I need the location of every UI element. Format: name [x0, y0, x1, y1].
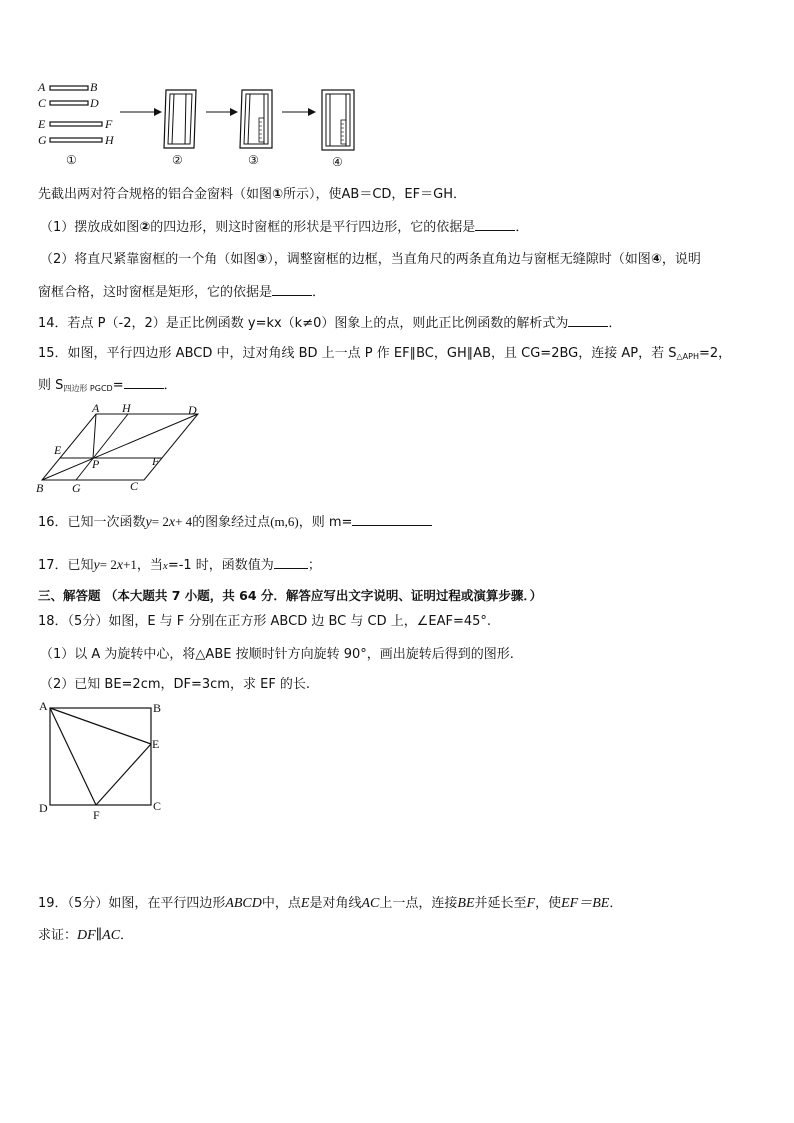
q15-label-f: F: [152, 454, 160, 468]
q16: 16．已知一次函数y= 2x+ 4的图象经过点(m,6)，则 m=: [38, 513, 432, 532]
q13-blank-1[interactable]: [475, 218, 515, 231]
q18-label-f: F: [93, 808, 100, 822]
q14: 14．若点 P（-2，2）是正比例函数 y=kx（k≠0）图象上的点，则此正比例函数的解析式为 ．: [38, 316, 622, 331]
bar-gh: [50, 138, 102, 142]
arrow-3-icon: [282, 108, 316, 116]
arrow-1-icon: [120, 108, 162, 116]
q15-label-b: B: [36, 481, 44, 495]
q15-label-a: A: [92, 401, 100, 415]
q13-part1: （1）摆放成如图②的四边形，则这时窗框的形状是平行四边形，它的依据是 ．: [40, 220, 529, 235]
label-b: B: [90, 80, 98, 94]
q15-label-p: P: [92, 457, 100, 471]
section-3-header: 三、解答题 （本大题共 7 小题，共 64 分．解答应写出文字说明、证明过程或演算步骤．）: [38, 588, 543, 603]
q15-blank[interactable]: [124, 376, 164, 389]
q15-line2: 则 $S_{四边形 PGCD}=$ ．: [38, 378, 177, 393]
label-e: E: [38, 117, 46, 131]
q15-label-d: D: [188, 403, 197, 417]
q18-label-e: E: [152, 737, 160, 751]
label-c: C: [38, 96, 47, 110]
frame-2: [164, 90, 196, 148]
q19-proof: 求证：DF∥AC．: [38, 928, 134, 943]
q13-part2: （2）将直尺紧靠窗框的一个角（如图③），调整窗框的边框，当直角尺的两条直角边与窗框无缝隙时（如图④，说明: [40, 252, 701, 267]
q13-part2-line2: 窗框合格，这时窗框是矩形，它的依据是 ．: [38, 285, 326, 300]
q18-label-a: A: [39, 699, 48, 713]
q19-line1: 19．（5分）如图，在平行四边形ABCD中，点E是对角线AC上一点，连接BE并延长至F，使EF＝BE．: [38, 896, 623, 911]
q15-label-c: C: [130, 479, 139, 493]
step-label-4: ④: [332, 155, 343, 169]
q17: 17．已知y= 2x+1，当x=-1 时，函数值为 ；: [38, 557, 321, 573]
label-g: G: [38, 133, 47, 147]
arrow-2-icon: [206, 108, 238, 116]
window-frame-figure: [34, 80, 364, 172]
q18-line1: 18．（5分）如图，E 与 F 分别在正方形 ABCD 边 BC 与 CD 上，∠EAF=45°.: [38, 614, 492, 629]
label-a: A: [38, 80, 46, 94]
q15-label-g: G: [72, 481, 81, 495]
q18-square-figure: [36, 700, 166, 822]
q17-blank[interactable]: [274, 556, 308, 569]
q14-blank[interactable]: [568, 314, 608, 327]
q18-part1: （1）以 A 为旋转中心，将△ABE 按顺时针方向旋转 90°，画出旋转后得到的图形.: [40, 647, 514, 662]
frame-3: [240, 90, 272, 148]
q15-parallelogram-figure: [34, 402, 214, 494]
q16-blank[interactable]: [352, 513, 432, 526]
bar-cd: [50, 101, 88, 105]
q18-part2: （2）已知 BE=2cm，DF=3cm，求 EF 的长.: [40, 677, 311, 692]
q15-line1: 15．如图，平行四边形 ABCD 中，过对角线 BD 上一点 P 作 EF∥BC，GH∥AB，且 CG=2BG，连接 AP，若 $S_{\triangle APH}=2$，: [38, 346, 732, 361]
q18-label-d: D: [39, 801, 48, 815]
bar-ab: [50, 86, 88, 90]
q15-label-e: E: [54, 443, 62, 457]
label-d: D: [90, 96, 99, 110]
q18-label-b: B: [153, 701, 162, 715]
bar-ef: [50, 122, 102, 126]
step-label-1: ①: [66, 153, 77, 167]
q15-label-h: H: [122, 401, 131, 415]
q18-label-c: C: [153, 799, 162, 813]
step-label-3: ③: [248, 153, 259, 167]
label-f: F: [105, 117, 113, 131]
label-h: H: [105, 133, 114, 147]
frame-4: [322, 90, 354, 150]
q13-intro: 先截出两对符合规格的铝合金窗料（如图①所示），使AB＝CD，EF＝GH．: [38, 187, 466, 202]
step-label-2: ②: [172, 153, 183, 167]
q13-blank-2[interactable]: [272, 283, 312, 296]
